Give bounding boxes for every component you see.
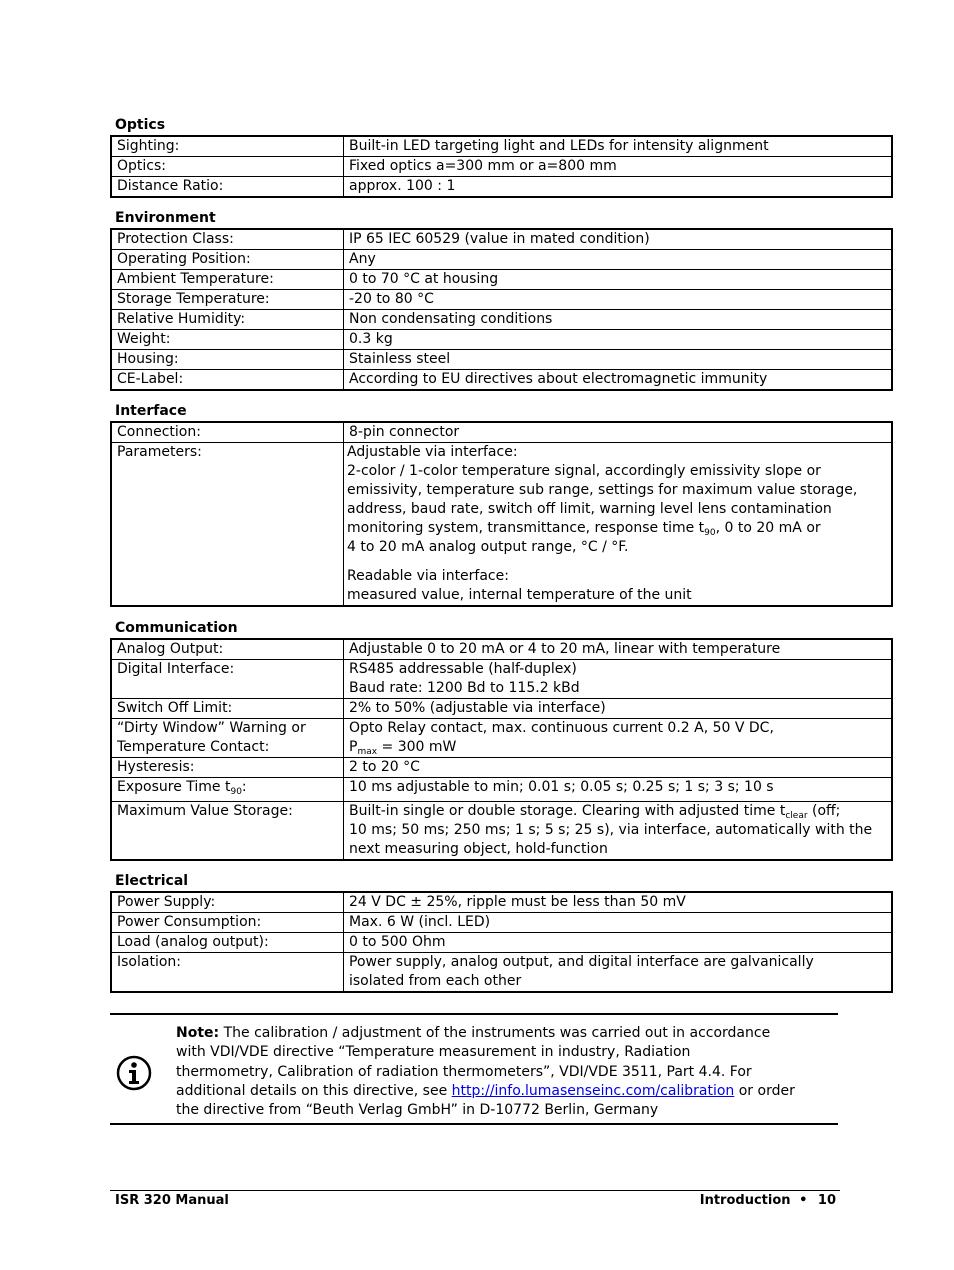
text-line: isolated from each other [349,973,522,989]
spec-value: Max. 6 W (incl. LED) [344,913,893,933]
calibration-link[interactable]: http://info.lumasenseinc.com/calibration [451,1082,735,1099]
text-line: thermometry, Calibration of radiation thermometers”, VDI/VDE 3511, Part 4.4. For [176,1063,752,1080]
text-run: Built-in single or double storage. Clearing with adjusted time t [349,803,786,819]
optics-table [110,135,893,198]
note-label: Note: [176,1025,220,1041]
spec-value: 2 to 20 °C [344,758,893,778]
table-row [111,270,892,290]
spec-value: Non condensating conditions [344,310,893,330]
spec-value: 0 to 500 Ohm [344,933,893,953]
spec-key: Optics: [111,157,344,177]
section-title-electrical: Electrical [115,873,189,889]
text-line: RS485 addressable (half-duplex) [349,661,577,677]
table-row [111,699,892,719]
text-line: Readable via interface: [347,568,509,584]
table-row [111,758,892,778]
text-line [349,738,891,757]
subscript: 90 [230,787,242,797]
table-row [111,330,892,350]
spec-key [111,719,344,758]
table-row [111,802,892,861]
text-run: = 300 mW [377,739,457,755]
communication-table [110,638,893,861]
text-line: 10 ms; 50 ms; 250 ms; 1 s; 5 s; 25 s), via interface, automatically with the [349,822,873,838]
footer-manual-title: ISR 320 Manual [115,1193,229,1208]
table-row [111,310,892,330]
text-line: measured value, internal temperature of the unit [347,587,692,603]
text-line [176,1082,838,1101]
spec-key: Power Supply: [111,892,344,913]
spec-key: Maximum Value Storage: [111,802,344,861]
spec-value: Any [344,250,893,270]
spacer [347,557,891,567]
spec-key: Isolation: [111,953,344,993]
text-line: Baud rate: 1200 Bd to 115.2 kBd [349,680,580,696]
footer-page-info [700,1193,836,1208]
spec-key: Switch Off Limit: [111,699,344,719]
table-row [111,639,892,660]
spec-key: Housing: [111,350,344,370]
spec-key [111,778,344,802]
spec-key: Power Consumption: [111,913,344,933]
table-row [111,660,892,699]
spec-key: Hysteresis: [111,758,344,778]
spec-value: 2% to 50% (adjustable via interface) [344,699,893,719]
spec-value: 8-pin connector [344,422,893,443]
spec-key: Load (analog output): [111,933,344,953]
subscript: max [357,747,378,757]
table-row [111,370,892,391]
text-line: with VDI/VDE directive “Temperature measurement in industry, Radiation [176,1044,691,1061]
note-text [176,1024,838,1120]
spec-value: 24 V DC ± 25%, ripple must be less than 50 mV [344,892,893,913]
table-row [111,250,892,270]
table-row [111,422,892,443]
spec-key: Storage Temperature: [111,290,344,310]
spec-key: Operating Position: [111,250,344,270]
text-line [349,802,891,821]
section-title-optics: Optics [115,117,166,133]
text-run: The calibration / adjustment of the instruments was carried out in accordance [219,1025,771,1041]
table-row [111,290,892,310]
table-row [111,778,892,802]
text-line: 2-color / 1-color temperature signal, accordingly emissivity slope or [347,463,821,479]
spec-key: Sighting: [111,136,344,157]
text-line: Temperature Contact: [117,739,270,755]
spec-value: -20 to 80 °C [344,290,893,310]
text-line: Adjustable via interface: [347,444,518,460]
section-title-communication: Communication [115,620,238,636]
text-line: Opto Relay contact, max. continuous current 0.2 A, 50 V DC, [349,720,774,736]
text-run: Exposure Time t [117,779,231,795]
table-row [111,953,892,993]
page-number: 10 [817,1193,836,1208]
table-row [111,229,892,250]
text-run: : [241,779,247,795]
text-run: (off; [807,803,841,819]
spec-value [344,802,893,861]
environment-table [110,228,893,391]
section-title-environment: Environment [115,210,216,226]
spec-key: Protection Class: [111,229,344,250]
text-run: , 0 to 20 mA or [715,520,821,536]
info-icon [116,1055,152,1091]
spec-key: Distance Ratio: [111,177,344,198]
spec-value: 10 ms adjustable to min; 0.01 s; 0.05 s; 0.25 s; 1 s; 3 s; 10 s [344,778,893,802]
table-row [111,157,892,177]
text-line: Power supply, analog output, and digital interface are galvanically [349,954,814,970]
table-row [111,177,892,198]
section-title-interface: Interface [115,403,187,419]
text-run: P [349,739,358,755]
text-line: address, baud rate, switch off limit, warning level lens contamination [347,501,832,517]
table-row [111,136,892,157]
footer-bullet: • [799,1193,808,1208]
spec-value [344,443,893,607]
table-row [111,443,892,607]
spec-key: Ambient Temperature: [111,270,344,290]
text-line [176,1024,838,1043]
table-row [111,933,892,953]
note-box [110,1013,838,1125]
interface-table [110,421,893,607]
electrical-table [110,891,893,993]
footer-divider [110,1190,840,1191]
table-row [111,913,892,933]
text-line: the directive from “Beuth Verlag GmbH” in D-10772 Berlin, Germany [176,1102,659,1119]
subscript: 90 [704,528,716,538]
table-row [111,719,892,758]
spec-key: Connection: [111,422,344,443]
spec-key: Digital Interface: [111,660,344,699]
text-run: additional details on this directive, see [176,1082,452,1099]
text-line: “Dirty Window” Warning or [117,720,306,736]
spec-value [344,719,893,758]
spec-value: Adjustable 0 to 20 mA or 4 to 20 mA, linear with temperature [344,639,893,660]
footer-section: Introduction [699,1193,791,1208]
text-line: emissivity, temperature sub range, settings for maximum value storage, [347,482,858,498]
table-row [111,892,892,913]
spec-key: Weight: [111,330,344,350]
spec-value: According to EU directives about electromagnetic immunity [344,370,893,391]
subscript: clear [785,811,808,821]
text-line: 4 to 20 mA analog output range, °C / °F. [347,539,629,555]
text-line [347,519,891,538]
spec-key: Parameters: [111,443,344,607]
spec-key: Analog Output: [111,639,344,660]
spec-value: Fixed optics a=300 mm or a=800 mm [344,157,893,177]
table-row [111,350,892,370]
spec-value: Stainless steel [344,350,893,370]
spec-value: 0.3 kg [344,330,893,350]
spec-value: Built-in LED targeting light and LEDs for intensity alignment [344,136,893,157]
spec-value: approx. 100 : 1 [344,177,893,198]
spec-value: IP 65 IEC 60529 (value in mated condition) [344,229,893,250]
spec-value [344,660,893,699]
text-run: or order [734,1082,795,1099]
spec-value [344,953,893,993]
spec-value: 0 to 70 °C at housing [344,270,893,290]
spec-key: CE-Label: [111,370,344,391]
text-line: next measuring object, hold-function [349,841,608,857]
text-run: monitoring system, transmittance, response time t [347,520,705,536]
spec-key: Relative Humidity: [111,310,344,330]
